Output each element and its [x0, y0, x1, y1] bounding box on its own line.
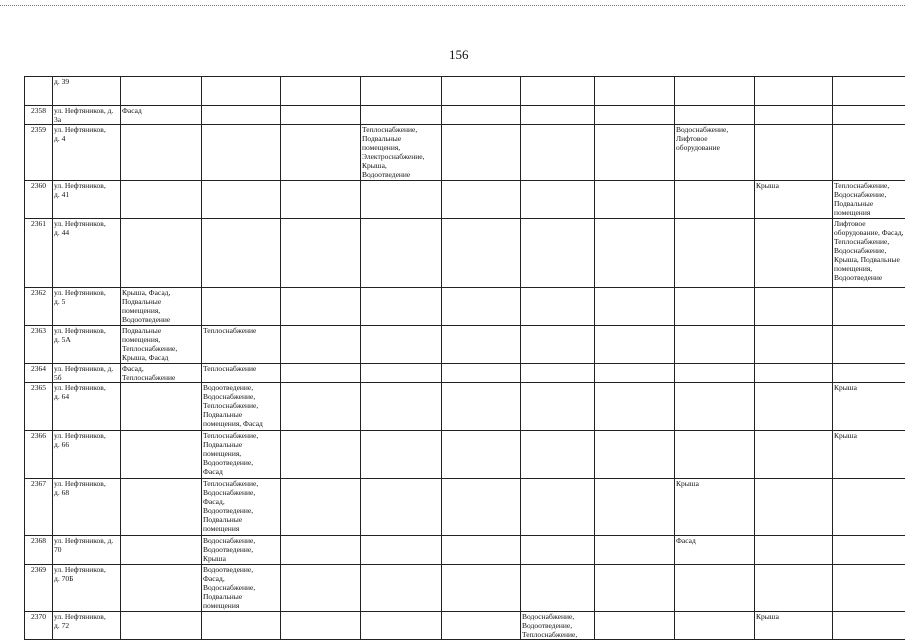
scan-top-edge [0, 5, 905, 6]
work-type-cell [755, 383, 833, 431]
work-type-cell [595, 536, 675, 565]
table-row [25, 479, 905, 536]
work-type-cell: Теплоснабжение [202, 326, 281, 364]
work-type-cell [442, 326, 521, 364]
row-number-cell: 2369 [25, 565, 53, 612]
table-row [25, 364, 905, 383]
row-number-cell: 2360 [25, 181, 53, 219]
work-type-cell [595, 219, 675, 288]
address-cell: ул. Нефтяников, д. 44 [53, 219, 121, 288]
work-type-cell [121, 565, 202, 612]
work-type-cell [361, 536, 442, 565]
work-type-cell: Крыша [675, 479, 755, 536]
work-type-cell [281, 219, 361, 288]
work-type-cell: Водоснабжение, Водоотведение, Крыша [202, 536, 281, 565]
work-type-cell [521, 565, 595, 612]
work-type-cell: Фасад [675, 536, 755, 565]
work-type-cell [361, 364, 442, 383]
work-type-cell [833, 326, 905, 364]
table-row [25, 326, 905, 364]
work-type-cell [595, 106, 675, 125]
work-type-cell [675, 326, 755, 364]
work-type-cell [595, 77, 675, 106]
work-type-cell: Теплоснабжение, Водоснабжение, Подвальные помещения [833, 181, 905, 219]
work-type-cell: Водоотведение, Водоснабжение, Теплоснабжение, Подвальные помещения, Фасад [202, 383, 281, 431]
work-type-cell: Теплоснабжение, Подвальные помещения, Водоотведение, Фасад [202, 431, 281, 479]
capital-repair-table [24, 76, 905, 640]
work-type-cell: Лифтовое оборудование, Фасад, Теплоснабжение, Водоснабжение, Крыша, Подвальные помещения, Водоотведение [833, 219, 905, 288]
work-type-cell [202, 106, 281, 125]
work-type-cell [833, 77, 905, 106]
work-type-cell [442, 288, 521, 326]
work-type-cell: Теплоснабжение, Подвальные помещения, Электроснабжение, Крыша, Водоотведение [361, 125, 442, 181]
address-cell: ул. Нефтяников, д. 5б [53, 364, 121, 383]
work-type-cell [442, 479, 521, 536]
row-number-cell: 2368 [25, 536, 53, 565]
row-number-cell: 2370 [25, 612, 53, 640]
work-type-cell [361, 106, 442, 125]
work-type-cell [755, 479, 833, 536]
work-type-cell [755, 288, 833, 326]
row-number-cell: 2363 [25, 326, 53, 364]
work-type-cell [361, 431, 442, 479]
work-type-cell [521, 106, 595, 125]
work-type-cell [521, 479, 595, 536]
work-type-cell [442, 125, 521, 181]
work-type-cell [595, 326, 675, 364]
work-type-cell [281, 326, 361, 364]
row-number-cell: 2366 [25, 431, 53, 479]
work-type-cell [281, 364, 361, 383]
address-cell: ул. Нефтяников, д. 70 [53, 536, 121, 565]
work-type-cell [521, 181, 595, 219]
work-type-cell: Фасад [121, 106, 202, 125]
page-number: 156 [449, 47, 469, 62]
work-type-cell [361, 612, 442, 640]
work-type-cell: Теплоснабжение, Водоснабжение, Фасад, Водоотведение, Подвальные помещения [202, 479, 281, 536]
work-type-cell [755, 77, 833, 106]
work-type-cell [755, 431, 833, 479]
work-type-cell [833, 536, 905, 565]
table-row [25, 106, 905, 125]
table-row [25, 288, 905, 326]
work-type-cell [281, 536, 361, 565]
work-type-cell: Водоснабжение, Лифтовое оборудование [675, 125, 755, 181]
work-type-cell [442, 106, 521, 125]
work-type-cell [675, 77, 755, 106]
work-type-cell [833, 106, 905, 125]
work-type-cell [121, 219, 202, 288]
work-type-cell [202, 181, 281, 219]
address-cell: ул. Нефтяников, д. 64 [53, 383, 121, 431]
work-type-cell [121, 125, 202, 181]
table-row [25, 431, 905, 479]
work-type-cell [595, 181, 675, 219]
row-number-cell: 2367 [25, 479, 53, 536]
work-type-cell [675, 219, 755, 288]
work-type-cell: Крыша, Фасад, Подвальные помещения, Водоотведение [121, 288, 202, 326]
address-cell: ул. Нефтяников, д. 5А [53, 326, 121, 364]
work-type-cell [755, 106, 833, 125]
work-type-cell [755, 326, 833, 364]
work-type-cell [121, 77, 202, 106]
work-type-cell [361, 565, 442, 612]
work-type-cell [595, 612, 675, 640]
address-cell: ул. Нефтяников, д. 72 [53, 612, 121, 640]
work-type-cell [281, 77, 361, 106]
work-type-cell [755, 364, 833, 383]
work-type-cell [281, 612, 361, 640]
work-type-cell [442, 383, 521, 431]
work-type-cell [595, 364, 675, 383]
work-type-cell [361, 288, 442, 326]
work-type-cell: Теплоснабжение [202, 364, 281, 383]
work-type-cell [595, 479, 675, 536]
work-type-cell [675, 106, 755, 125]
table-row [25, 219, 905, 288]
address-cell: ул. Нефтяников, д. 3а [53, 106, 121, 125]
table-row [25, 383, 905, 431]
work-type-cell [521, 288, 595, 326]
table-row [25, 125, 905, 181]
work-type-cell [521, 536, 595, 565]
work-type-cell [202, 219, 281, 288]
work-type-cell [281, 565, 361, 612]
work-type-cell [833, 565, 905, 612]
work-type-cell: Фасад, Теплоснабжение [121, 364, 202, 383]
row-number-cell: 2365 [25, 383, 53, 431]
work-type-cell: Крыша [755, 181, 833, 219]
table-row [25, 536, 905, 565]
work-type-cell [521, 431, 595, 479]
work-type-cell [755, 219, 833, 288]
address-cell: ул. Нефтяников, д. 5 [53, 288, 121, 326]
work-type-cell: Крыша [833, 431, 905, 479]
work-type-cell [595, 431, 675, 479]
work-type-cell [521, 383, 595, 431]
work-type-cell [442, 431, 521, 479]
work-type-cell [675, 181, 755, 219]
work-type-cell: Крыша [833, 383, 905, 431]
work-type-cell [675, 612, 755, 640]
work-type-cell [361, 326, 442, 364]
row-number-cell: 2358 [25, 106, 53, 125]
work-type-cell [361, 383, 442, 431]
work-type-cell [281, 181, 361, 219]
work-type-cell [521, 364, 595, 383]
work-type-cell [595, 565, 675, 612]
work-type-cell [281, 479, 361, 536]
work-type-cell [361, 181, 442, 219]
work-type-cell [281, 125, 361, 181]
row-number-cell: 2362 [25, 288, 53, 326]
work-type-cell [281, 106, 361, 125]
table-row [25, 77, 905, 106]
work-type-cell [442, 612, 521, 640]
address-cell: ул. Нефтяников, д. 4 [53, 125, 121, 181]
work-type-cell [595, 383, 675, 431]
work-type-cell [833, 612, 905, 640]
table-row [25, 612, 905, 640]
work-type-cell [442, 181, 521, 219]
address-cell: ул. Нефтяников, д. 70Б [53, 565, 121, 612]
work-type-cell [755, 125, 833, 181]
work-type-cell [442, 77, 521, 106]
work-type-cell [595, 288, 675, 326]
work-type-cell [442, 536, 521, 565]
work-type-cell: Водоснабжение, Водоотведение, Теплоснабжение, [521, 612, 595, 640]
work-type-cell [442, 565, 521, 612]
work-type-cell [833, 364, 905, 383]
work-type-cell [121, 181, 202, 219]
row-number-cell: 2359 [25, 125, 53, 181]
address-cell: д. 39 [53, 77, 121, 106]
address-cell: ул. Нефтяников, д. 41 [53, 181, 121, 219]
row-number-cell: 2364 [25, 364, 53, 383]
work-type-cell [521, 219, 595, 288]
table-row [25, 181, 905, 219]
work-type-cell [361, 219, 442, 288]
table-row [25, 565, 905, 612]
work-type-cell [121, 431, 202, 479]
work-type-cell [521, 125, 595, 181]
work-type-cell [833, 479, 905, 536]
work-type-cell [281, 431, 361, 479]
work-type-cell [521, 326, 595, 364]
work-type-cell [442, 219, 521, 288]
work-type-cell [361, 479, 442, 536]
work-type-cell [675, 431, 755, 479]
work-type-cell [675, 288, 755, 326]
work-type-cell [755, 565, 833, 612]
address-cell: ул. Нефтяников, д. 66 [53, 431, 121, 479]
work-type-cell [121, 479, 202, 536]
work-type-cell [595, 125, 675, 181]
work-type-cell [833, 125, 905, 181]
work-type-cell [281, 288, 361, 326]
work-type-cell: Подвальные помещения, Теплоснабжение, Крыша, Фасад [121, 326, 202, 364]
work-type-cell [442, 364, 521, 383]
work-type-cell: Крыша [755, 612, 833, 640]
work-type-cell [675, 364, 755, 383]
work-type-cell [202, 77, 281, 106]
work-type-cell [202, 288, 281, 326]
work-type-cell [202, 612, 281, 640]
row-number-cell: 2361 [25, 219, 53, 288]
work-type-cell [675, 565, 755, 612]
work-type-cell [675, 383, 755, 431]
work-type-cell [121, 383, 202, 431]
work-type-cell [121, 612, 202, 640]
work-type-cell [361, 77, 442, 106]
work-type-cell [521, 77, 595, 106]
work-type-cell [202, 125, 281, 181]
work-type-cell [121, 536, 202, 565]
work-type-cell: Водоотведение, Фасад, Водоснабжение, Подвальные помещения [202, 565, 281, 612]
work-type-cell [833, 288, 905, 326]
address-cell: ул. Нефтяников, д. 68 [53, 479, 121, 536]
work-type-cell [281, 383, 361, 431]
row-number-cell [25, 77, 53, 106]
work-type-cell [755, 536, 833, 565]
